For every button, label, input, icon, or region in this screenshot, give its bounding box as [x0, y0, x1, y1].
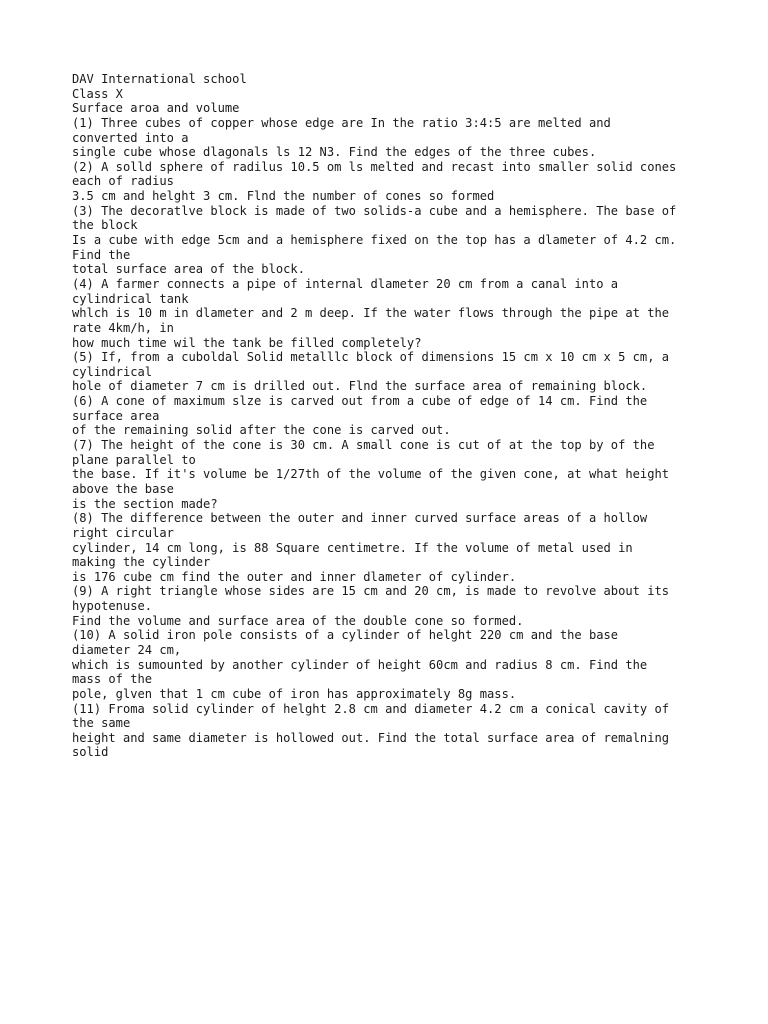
- school-name: DAV International school: [72, 72, 247, 86]
- class-label: Class X: [72, 86, 123, 101]
- question-11-line: the same: [72, 716, 131, 731]
- question-4-line: (4) A farmer connects a pipe of internal dlameter 20 cm from a canal into a: [72, 276, 619, 291]
- question-1-line: (1) Three cubes of copper whose edge are In the ratio 3:4:5 are melted and: [72, 115, 611, 130]
- question-10-line: pole, glven that 1 cm cube of iron has approximately 8g mass.: [72, 686, 517, 701]
- question-9-line: hypotenuse.: [72, 599, 153, 614]
- document-page: [72, 72, 712, 760]
- question-7-line: (7) The height of the cone is 30 cm. A small cone is cut of at the top by of the: [72, 438, 655, 453]
- question-8-line: is 176 cube cm find the outer and inner dlameter of cylinder.: [72, 569, 517, 584]
- question-4-line: cylindrical tank: [72, 291, 189, 306]
- question-9-line: Find the volume and surface area of the double cone so formed.: [72, 613, 524, 628]
- question-6-line: (6) A cone of maximum slze is carved out from a cube of edge of 14 cm. Find the: [72, 394, 648, 409]
- question-3-line: Is a cube with edge 5cm and a hemisphere fixed on the top has a dlameter of 4.2 cm.: [72, 233, 677, 248]
- question-4-line: whlch is 10 m in dlameter and 2 m deep. If the water flows through the pipe at the: [72, 306, 670, 321]
- question-9-line: (9) A right triangle whose sides are 15 cm and 20 cm, is made to revolve about its: [72, 584, 670, 599]
- question-8-line: right circular: [72, 525, 174, 540]
- question-11-line: solid: [72, 745, 109, 760]
- question-3-line: Find the: [72, 247, 131, 262]
- question-5-line: hole of diameter 7 cm is drilled out. Flnd the surface area of remaining block.: [72, 379, 648, 394]
- topic-title: Surface aroa and volume: [72, 101, 240, 116]
- question-10-line: mass of the: [72, 672, 153, 687]
- question-8-line: cylinder, 14 cm long, is 88 Square centimetre. If the volume of metal used in: [72, 540, 633, 555]
- question-10-line: which is sumounted by another cylinder of height 60cm and radius 8 cm. Find the: [72, 657, 648, 672]
- question-3-line: the block: [72, 218, 138, 233]
- question-5-line: cylindrical: [72, 364, 153, 379]
- question-8-line: (8) The difference between the outer and inner curved surface areas of a hollow: [72, 511, 648, 526]
- question-1-line: single cube whose dlagonals ls 12 N3. Find the edges of the three cubes.: [72, 145, 597, 160]
- question-11-line: (11) Froma solid cylinder of helght 2.8 cm and diameter 4.2 cm a conical cavity of: [72, 701, 670, 716]
- question-7-line: the base. If it's volume be 1/27th of the volume of the given cone, at what height: [72, 467, 670, 482]
- question-10-line: (10) A solid iron pole consists of a cylinder of helght 220 cm and the base: [72, 628, 619, 643]
- question-2-line: (2) A solld sphere of radilus 10.5 om ls melted and recast into smaller solid cones: [72, 159, 677, 174]
- question-3-line: (3) The decoratlve block is made of two solids-a cube and a hemisphere. The base of: [72, 203, 677, 218]
- question-10-line: diameter 24 cm,: [72, 642, 182, 657]
- question-6-line: surface area: [72, 408, 160, 423]
- question-7-line: above the base: [72, 481, 174, 496]
- question-1-line: converted into a: [72, 130, 189, 145]
- question-7-line: is the section made?: [72, 496, 218, 511]
- question-7-line: plane parallel to: [72, 452, 196, 467]
- question-4-line: how much time wil the tank be filled completely?: [72, 335, 422, 350]
- question-8-line: making the cylinder: [72, 555, 211, 570]
- question-3-line: total surface area of the block.: [72, 262, 305, 277]
- question-11-line: height and same diameter is hollowed out. Find the total surface area of remalning: [72, 730, 670, 745]
- question-6-line: of the remaining solid after the cone is carved out.: [72, 423, 451, 438]
- question-2-line: each of radius: [72, 174, 174, 189]
- question-2-line: 3.5 cm and helght 3 cm. Flnd the number of cones so formed: [72, 189, 495, 204]
- question-5-line: (5) If, from a cuboldal Solid metalllc block of dimensions 15 cm x 10 cm x 5 cm, a: [72, 350, 670, 365]
- question-4-line: rate 4km/h, in: [72, 320, 174, 335]
